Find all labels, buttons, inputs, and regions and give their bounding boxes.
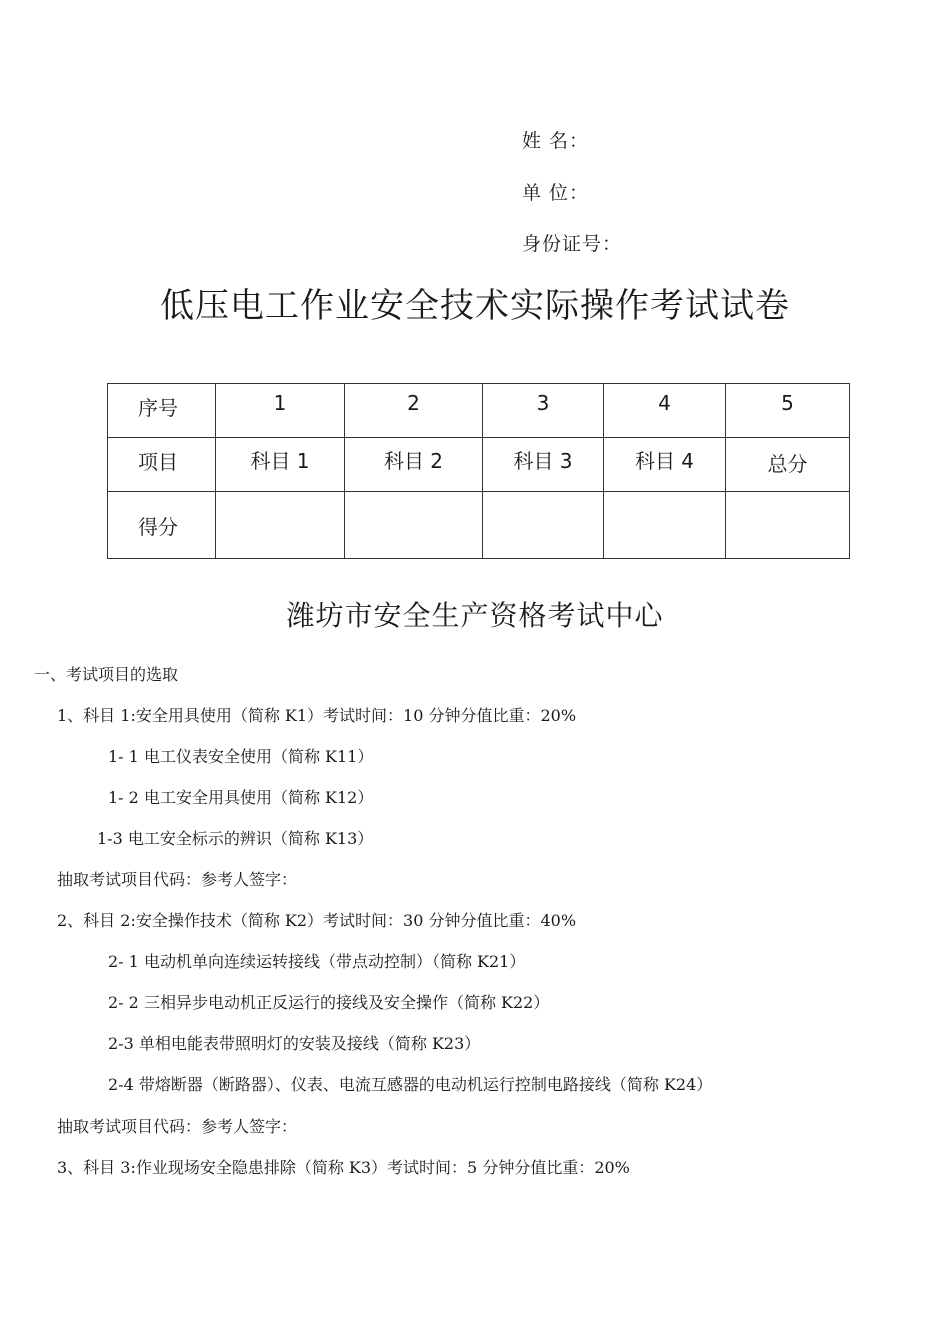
table-row-score [108, 492, 850, 559]
subject-2-line: 2、科目 2:安全操作技术（简称 K2）考试时间：30 分钟分值比重：40% [57, 911, 577, 930]
item-k24: 2-4 带熔断器（断路器）、仪表、电流互感器的电动机运行控制电路接线（简称 K24） [108, 1075, 713, 1094]
item-total: 总分 [767, 452, 808, 476]
seq-3: 3 [536, 391, 550, 415]
table-cell [604, 438, 726, 492]
table-cell [216, 438, 345, 492]
table-cell [726, 438, 850, 492]
seq-1: 1 [273, 391, 287, 415]
item-k11: 1- 1 电工仪表安全使用（简称 K11） [108, 747, 374, 766]
score-table [107, 383, 850, 559]
seq-5: 5 [781, 391, 794, 415]
item-k22: 2- 2 三相异步电动机正反运行的接线及安全操作（简称 K22） [108, 993, 550, 1012]
subject-3-line: 3、科目 3:作业现场安全隐患排除（简称 K3）考试时间：5 分钟分值比重：20% [57, 1158, 630, 1177]
score-cell-2[interactable] [345, 492, 483, 559]
draw-code-line-2: 抽取考试项目代码：参考人签字： [57, 1117, 298, 1136]
row-label-item: 项目 [138, 450, 178, 474]
subject-1-line: 1、科目 1:安全用具使用（简称 K1）考试时间：10 分钟分值比重：20% [57, 706, 577, 725]
section-heading: 一、考试项目的选取 [34, 665, 179, 684]
table-cell [483, 438, 604, 492]
table-cell [108, 438, 216, 492]
table-cell [483, 384, 604, 438]
score-cell-total[interactable] [726, 492, 850, 559]
table-cell [604, 384, 726, 438]
seq-4: 4 [658, 391, 671, 415]
item-k21: 2- 1 电动机单向连续运转接线（带点动控制）（简称 K21） [108, 952, 526, 971]
unit-label: 单 位： [522, 182, 590, 204]
item-1: 科目 1 [250, 449, 310, 473]
table-cell [108, 384, 216, 438]
page-title: 低压电工作业安全技术实际操作考试试卷 [160, 286, 790, 326]
score-cell-4[interactable] [604, 492, 726, 559]
table-cell [345, 384, 483, 438]
organization-name: 潍坊市安全生产资格考试中心 [286, 599, 664, 632]
row-label-seq: 序号 [138, 396, 178, 420]
table-cell [726, 384, 850, 438]
item-4: 科目 4 [634, 449, 695, 473]
table-cell [108, 492, 216, 559]
draw-code-line-1: 抽取考试项目代码：参考人签字： [57, 870, 298, 889]
item-k13: 1-3 电工安全标示的辨识（简称 K13） [97, 829, 374, 848]
table-row-item [108, 438, 850, 492]
id-number-label: 身份证号： [522, 233, 623, 255]
table-cell [345, 438, 483, 492]
score-cell-1[interactable] [216, 492, 345, 559]
item-k12: 1- 2 电工安全用具使用（简称 K12） [108, 788, 374, 807]
table-row-seq [108, 384, 850, 438]
name-label: 姓 名： [522, 130, 590, 152]
item-2: 科目 2 [383, 449, 444, 473]
seq-2: 2 [407, 391, 420, 415]
table-cell [216, 384, 345, 438]
item-k23: 2-3 单相电能表带照明灯的安装及接线（简称 K23） [108, 1034, 481, 1053]
score-cell-3[interactable] [483, 492, 604, 559]
row-label-score: 得分 [138, 514, 178, 539]
item-3: 科目 3 [513, 449, 573, 473]
